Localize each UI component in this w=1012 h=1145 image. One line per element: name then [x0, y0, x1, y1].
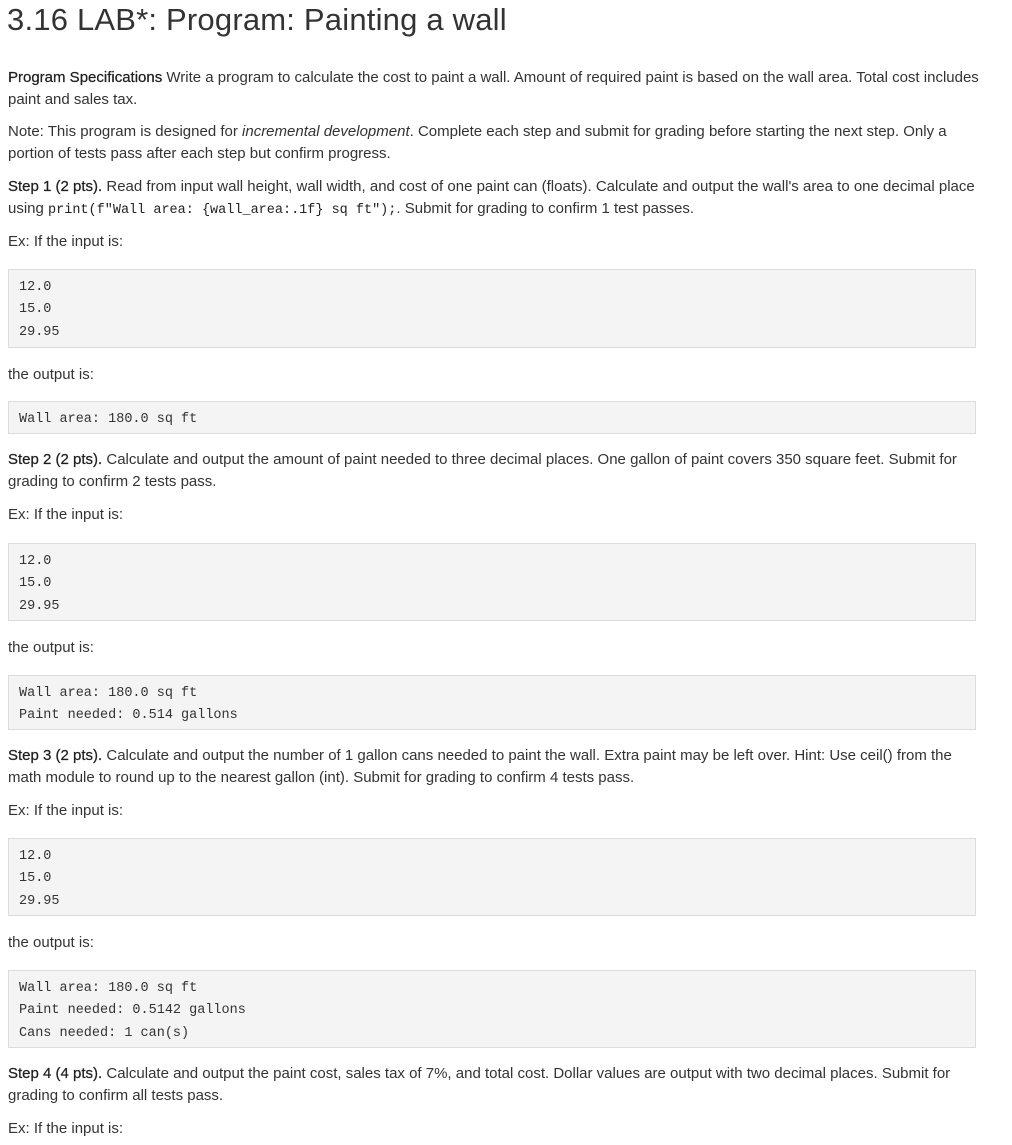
- step-3-output-box: [8, 970, 976, 1048]
- step-2-description: [8, 449, 983, 493]
- step-1-heading: Step 1 (2 pts).: [8, 178, 103, 195]
- step-4-heading: Step 4 (4 pts).: [8, 1065, 103, 1082]
- input-line: 15.0: [19, 302, 52, 318]
- input-line: 29.95: [19, 893, 60, 909]
- step-2-output-label: the output is:: [8, 639, 94, 656]
- step-1-output-box: [8, 401, 976, 434]
- step-3-output-label: the output is:: [8, 934, 94, 951]
- output-line: Cans needed: 1 can(s): [19, 1025, 190, 1041]
- development-note: [8, 121, 983, 165]
- spec-heading: Program Specifications: [8, 69, 163, 86]
- step-2-text: Calculate and output the amount of paint needed to three decimal places. One gallon of paint covers 350 square feet. Submit for grading to confirm 2 tests pass.: [8, 451, 957, 490]
- input-line: 12.0: [19, 280, 52, 295]
- step-1-output-label: the output is:: [8, 366, 94, 383]
- output-line: Paint needed: 0.514 gallons: [19, 708, 238, 724]
- input-line: 12.0: [19, 849, 52, 864]
- note-emphasis: incremental development: [242, 123, 410, 140]
- step-4-input-label: Ex: If the input is:: [8, 1120, 124, 1137]
- step-3-heading: Step 3 (2 pts).: [8, 747, 103, 764]
- input-line: 15.0: [19, 576, 52, 592]
- input-line: 15.0: [19, 871, 52, 887]
- step-2-input-box: [8, 543, 976, 621]
- input-line: 12.0: [19, 554, 52, 569]
- note-text-start: Note: This program is designed for: [8, 123, 243, 140]
- step-3-input-label: Ex: If the input is:: [8, 802, 124, 819]
- output-line: Wall area: 180.0 sq ft: [19, 412, 198, 427]
- step-1-text-end: . Submit for grading to confirm 1 test passes.: [396, 200, 695, 217]
- step-1-input-box: [8, 269, 976, 348]
- step-1-input-label: Ex: If the input is:: [8, 233, 124, 250]
- output-line: Paint needed: 0.5142 gallons: [19, 1003, 246, 1019]
- spec-text: Write a program to calculate the cost to paint a wall. Amount of required paint is based on the wall area. Total cost includes paint and sales tax.: [8, 69, 979, 108]
- step-2-heading: Step 2 (2 pts).: [8, 451, 103, 468]
- input-line: 29.95: [19, 598, 60, 614]
- step-3-text: Calculate and output the number of 1 gallon cans needed to paint the wall. Extra paint may be left over. Hint: Use ceil() from the math module to round up to the nearest gallon (int). Submit for grading to confirm 4 tests pass.: [8, 747, 952, 786]
- page-title: 3.16 LAB*: Program: Painting a wall: [7, 2, 507, 37]
- step-2-input-label: Ex: If the input is:: [8, 506, 124, 523]
- step-3-input-box: [8, 838, 976, 916]
- input-line: 29.95: [19, 324, 60, 340]
- step-4-description: [8, 1063, 983, 1107]
- step-4-text: Calculate and output the paint cost, sales tax of 7%, and total cost. Dollar values are output with two decimal places. Submit for grading to confirm all tests pass.: [8, 1065, 951, 1104]
- output-line: Wall area: 180.0 sq ft: [19, 686, 198, 701]
- note-text-end: . Complete each step and submit for grading before starting the next step. Only a portion of tests pass after each step but confirm progress.: [8, 123, 947, 162]
- step-1-inline-code: print(f"Wall area: {wall_area:.1f} sq ft");: [48, 203, 397, 218]
- program-specifications: [8, 67, 983, 111]
- step-3-description: [8, 745, 983, 789]
- step-1-text: Read from input wall height, wall width, and cost of one paint can (floats). Calculate and output the wall's area to one decimal place using: [8, 178, 975, 217]
- step-2-output-box: [8, 675, 976, 730]
- step-1-description: [8, 176, 983, 222]
- output-line: Wall area: 180.0 sq ft: [19, 981, 198, 996]
